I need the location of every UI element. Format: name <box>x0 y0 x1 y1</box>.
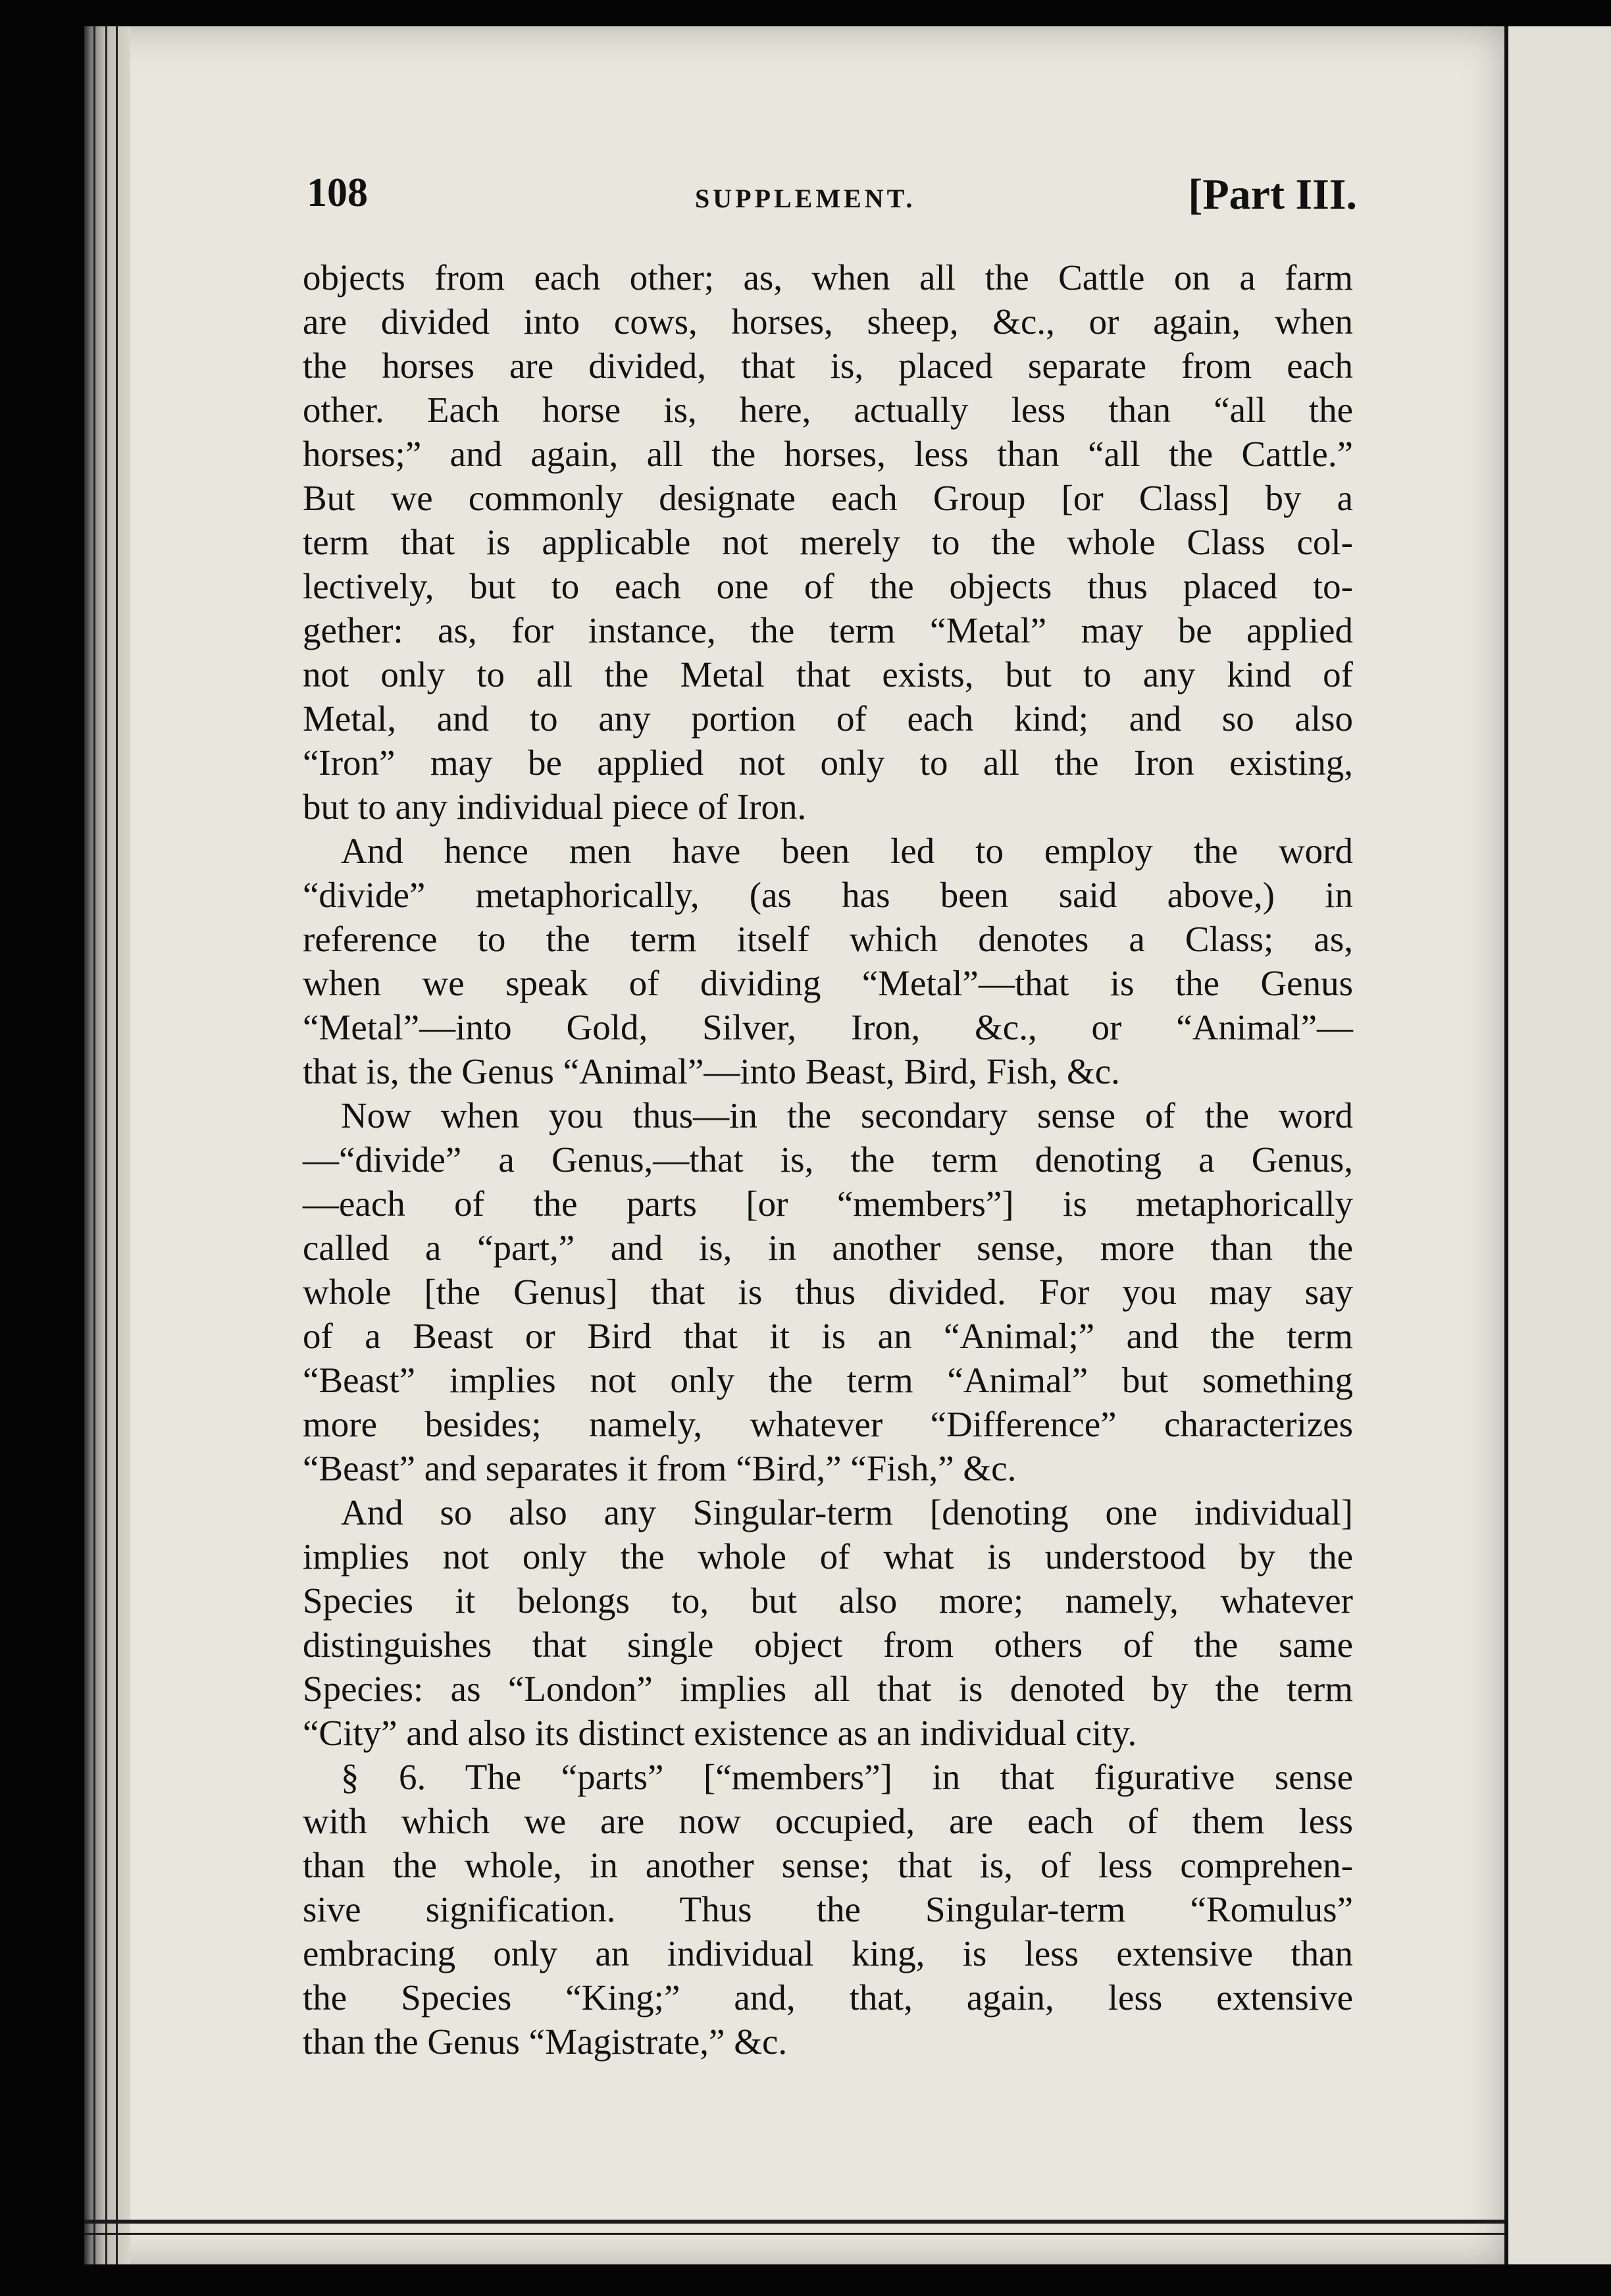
gutter-line <box>116 26 118 2264</box>
text-line: distinguishes that single object from others of the same <box>303 1625 1353 1665</box>
text-line: “Metal”—into Gold, Silver, Iron, &c., or “Animal”— <box>303 1007 1353 1047</box>
running-head: SUPPLEMENT. <box>695 184 916 213</box>
text-line: that is, the Genus “Animal”—into Beast, Bird, Fish, &c. <box>303 1051 1120 1091</box>
gutter-line <box>93 26 95 2264</box>
text-line: implies not only the whole of what is understood by the <box>303 1536 1353 1577</box>
text-line: whole [the Genus] that is thus divided. For you may say <box>303 1272 1353 1312</box>
text-line: horses;” and again, all the horses, less than “all the Cattle.” <box>303 434 1353 474</box>
page-number: 108 <box>307 170 368 215</box>
text-line: not only to all the Metal that exists, but to any kind of <box>303 654 1353 694</box>
text-line: “Beast” and separates it from “Bird,” “Fish,” &c. <box>303 1448 1017 1488</box>
bottom-edge-line <box>84 2233 1504 2235</box>
page-gutter <box>84 26 130 2264</box>
text-line: objects from each other; as, when all the Cattle on a farm <box>303 257 1353 298</box>
text-line: lectively, but to each one of the objects thus placed to- <box>303 566 1353 606</box>
text-line: Species: as “London” implies all that is denoted by the term <box>303 1669 1353 1709</box>
text-line: “divide” metaphorically, (as has been said above,) in <box>303 875 1353 915</box>
text-line: than the Genus “Magistrate,” &c. <box>303 2022 788 2062</box>
text-line: than the whole, in another sense; that is, of less comprehen- <box>303 1845 1353 1885</box>
page-header <box>307 170 1357 229</box>
text-line: when we speak of dividing “Metal”—that is the Genus <box>303 963 1353 1003</box>
text-line: —each of the parts [or “members”] is metaphorically <box>303 1184 1353 1224</box>
gutter-line <box>105 26 107 2264</box>
text-line: gether: as, for instance, the term “Metal” may be applied <box>303 610 1353 650</box>
facing-page-edge <box>1504 26 1611 2264</box>
text-line: —“divide” a Genus,—that is, the term denoting a Genus, <box>303 1139 1353 1180</box>
text-line: “Beast” implies not only the term “Animal” but something <box>303 1360 1353 1400</box>
text-line: are divided into cows, horses, sheep, &c., or again, when <box>303 301 1353 342</box>
part-label: [Part III. <box>1188 170 1357 219</box>
bottom-edge-line <box>84 2220 1504 2224</box>
body-text <box>303 255 1353 2064</box>
text-line: “Iron” may be applied not only to all the Iron existing, <box>303 743 1353 783</box>
text-line: Now when you thus—in the secondary sense of the word <box>341 1095 1353 1135</box>
text-line: § 6. The “parts” [“members”] in that figurative sense <box>341 1757 1353 1797</box>
text-line: with which we are now occupied, are each of them less <box>303 1801 1353 1841</box>
text-line: but to any individual piece of Iron. <box>303 787 807 827</box>
text-line: other. Each horse is, here, actually less than “all the <box>303 390 1353 430</box>
text-line: Metal, and to any portion of each kind; and so also <box>303 698 1353 739</box>
text-line: sive signification. Thus the Singular-term “Romulus” <box>303 1889 1353 1929</box>
text-line: reference to the term itself which denotes a Class; as, <box>303 919 1353 959</box>
text-line: more besides; namely, whatever “Difference” characterizes <box>303 1404 1353 1444</box>
text-line: Species it belongs to, but also more; namely, whatever <box>303 1580 1353 1621</box>
text-line: embracing only an individual king, is less extensive than <box>303 1933 1353 1973</box>
text-line: But we commonly designate each Group [or Class] by a <box>303 478 1353 518</box>
text-line: called a “part,” and is, in another sense, more than the <box>303 1228 1353 1268</box>
page-edge-line <box>1504 26 1508 2264</box>
text-line: the horses are divided, that is, placed separate from each <box>303 346 1353 386</box>
text-line: “City” and also its distinct existence as an individual city. <box>303 1713 1137 1753</box>
text-line: And hence men have been led to employ the word <box>341 831 1353 871</box>
text-line: of a Beast or Bird that it is an “Animal;” and the term <box>303 1316 1353 1356</box>
text-line: And so also any Singular-term [denoting one individual] <box>341 1492 1353 1532</box>
text-line: the Species “King;” and, that, again, less extensive <box>303 1977 1353 2018</box>
text-line: term that is applicable not merely to the whole Class col- <box>303 522 1353 562</box>
